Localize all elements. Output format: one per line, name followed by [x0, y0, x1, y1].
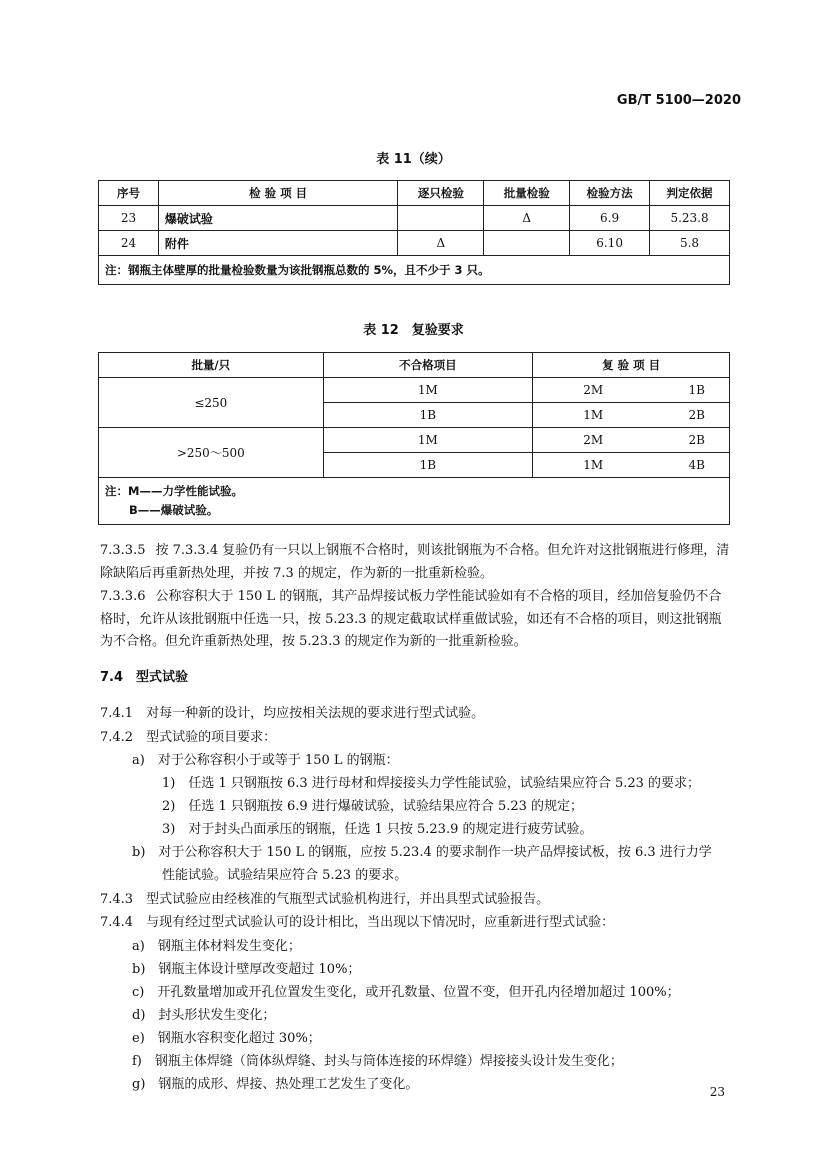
- paragraph-7-3-3-6: [100, 586, 730, 654]
- retest-items: [533, 428, 730, 453]
- retest-b: 2B: [688, 433, 705, 447]
- retest-items: [533, 378, 730, 403]
- retest-b: 4B: [688, 458, 705, 472]
- note-m: 注：M——力学性能试验。: [105, 484, 243, 498]
- table11-caption: 表 11（续）: [376, 152, 451, 167]
- row-batch: [484, 231, 570, 256]
- row-method: 6.10: [570, 231, 650, 256]
- row-basis: 5.8: [650, 231, 730, 256]
- note-b: B——爆破试验。: [129, 503, 219, 517]
- list-item: a) 钢瓶主体材料发生变化；: [132, 939, 301, 954]
- table-row: [99, 231, 730, 256]
- list-item: 3) 对于封头凸面承压的钢瓶，任选 1 只按 5.23.9 的规定进行疲劳试验。: [162, 822, 593, 837]
- clause-7-4-4: 7.4.4 与现有经过型式试验认可的设计相比，当出现以下情况时，应重新进行型式试验：: [100, 915, 615, 930]
- clause-number: 7.3.3.6: [100, 589, 146, 604]
- table12-header-fail: 不合格项目: [323, 353, 533, 378]
- list-item: f) 钢瓶主体焊缝（筒体纵焊缝、封头与筒体连接的环焊缝）焊接接头设计发生变化；: [132, 1054, 623, 1069]
- row-no: 23: [99, 206, 159, 231]
- fail-item: 1M: [323, 428, 533, 453]
- standard-code: GB/T 5100—2020: [616, 93, 741, 108]
- table11-header-method: 检验方法: [570, 181, 650, 206]
- retest-m: 1M: [583, 408, 604, 422]
- clause-7-4-2: 7.4.2 型式试验的项目要求：: [100, 730, 277, 745]
- row-each: [398, 206, 484, 231]
- list-item: b) 对于公称容积大于 150 L 的钢瓶，应按 5.23.4 的要求制作一块产品焊接试板，按 6.3 进行力学: [132, 845, 712, 860]
- table-row: [99, 378, 730, 403]
- table12-note: [99, 478, 730, 525]
- table11-header-basis: 判定依据: [650, 181, 730, 206]
- list-item: c) 开孔数量增加或开孔位置发生变化，或开孔数量、位置不变，但开孔内径增加超过 100%；: [132, 985, 680, 1000]
- table11: [98, 180, 730, 285]
- list-item: e) 钢瓶水容积变化超过 30%；: [132, 1031, 321, 1046]
- fail-item: 1M: [323, 378, 533, 403]
- section-title: 7.4 型式试验: [100, 670, 189, 685]
- retest-items: [533, 453, 730, 478]
- list-item-continuation: 性能试验。试验结果应符合 5.23 的要求。: [162, 868, 408, 883]
- list-item: 1) 任选 1 只钢瓶按 6.3 进行母材和焊接接头力学性能试验，试验结果应符合 5.23 的要求；: [162, 776, 701, 791]
- batch-size: ≤250: [99, 378, 324, 428]
- row-batch: Δ: [484, 206, 570, 231]
- table11-header-row: [99, 181, 730, 206]
- row-method: 6.9: [570, 206, 650, 231]
- table12-note-row: [99, 478, 730, 525]
- table11-note-row: [99, 256, 730, 285]
- row-basis: 5.23.8: [650, 206, 730, 231]
- batch-size: >250～500: [99, 428, 324, 478]
- table12-header-batch: 批量/只: [99, 353, 324, 378]
- table11-header-no: 序号: [99, 181, 159, 206]
- retest-m: 2M: [583, 383, 604, 397]
- retest-b: 1B: [688, 383, 705, 397]
- table11-header-each: 逐只检验: [398, 181, 484, 206]
- list-item: a) 对于公称容积小于或等于 150 L 的钢瓶：: [132, 753, 399, 768]
- retest-m: 2M: [583, 433, 604, 447]
- clause-text: 按 7.3.3.4 复验仍有一只以上钢瓶不合格时，则该批钢瓶为不合格。但允许对这批钢瓶进行修理，清除缺陷后再重新热处理，并按 7.3 的规定，作为新的一批重新检验。: [100, 543, 730, 581]
- list-item: d) 封头形状发生变化；: [132, 1008, 276, 1023]
- retest-b: 2B: [688, 408, 705, 422]
- table11-header-item: 检 验 项 目: [158, 181, 398, 206]
- clause-number: 7.3.3.5: [100, 543, 146, 558]
- clause-7-4-1: 7.4.1 对每一种新的设计，均应按相关法规的要求进行型式试验。: [100, 706, 485, 721]
- table11-note: 注：钢瓶主体壁厚的批量检验数量为该批钢瓶总数的 5%，且不少于 3 只。: [99, 256, 730, 285]
- table12-header-retest: 复 验 项 目: [533, 353, 730, 378]
- retest-items: [533, 403, 730, 428]
- row-item: 爆破试验: [158, 206, 398, 231]
- table12-header-row: [99, 353, 730, 378]
- clause-text: 公称容积大于 150 L 的钢瓶，其产品焊接试板力学性能试验如有不合格的项目，经加倍复验仍不合格时，允许从该批钢瓶中任选一只，按 5.23.3 的规定截取试样重做试验，如还有不合格的项目，则这批钢瓶为不合格。但允许重新热处理，按 5.23.3 的规定作为新的一批重新检验。: [100, 589, 722, 649]
- list-item: g) 钢瓶的成形、焊接、热处理工艺发生了变化。: [132, 1077, 419, 1092]
- fail-item: 1B: [323, 453, 533, 478]
- paragraph-7-3-3-5: [100, 540, 730, 585]
- row-item: 附件: [158, 231, 398, 256]
- list-item: b) 钢瓶主体设计壁厚改变超过 10%；: [132, 962, 361, 977]
- list-item: 2) 任选 1 只钢瓶按 6.9 进行爆破试验，试验结果应符合 5.23 的规定；: [162, 799, 584, 814]
- table-row: [99, 206, 730, 231]
- table-row: [99, 428, 730, 453]
- fail-item: 1B: [323, 403, 533, 428]
- table12-caption: 表 12 复验要求: [363, 323, 464, 338]
- clause-7-4-3: 7.4.3 型式试验应由经核准的气瓶型式试验机构进行，并出具型式试验报告。: [100, 892, 550, 907]
- page-number: 23: [709, 1085, 725, 1099]
- row-no: 24: [99, 231, 159, 256]
- row-each: Δ: [398, 231, 484, 256]
- retest-m: 1M: [583, 458, 604, 472]
- table11-header-batch: 批量检验: [484, 181, 570, 206]
- table12: [98, 352, 730, 525]
